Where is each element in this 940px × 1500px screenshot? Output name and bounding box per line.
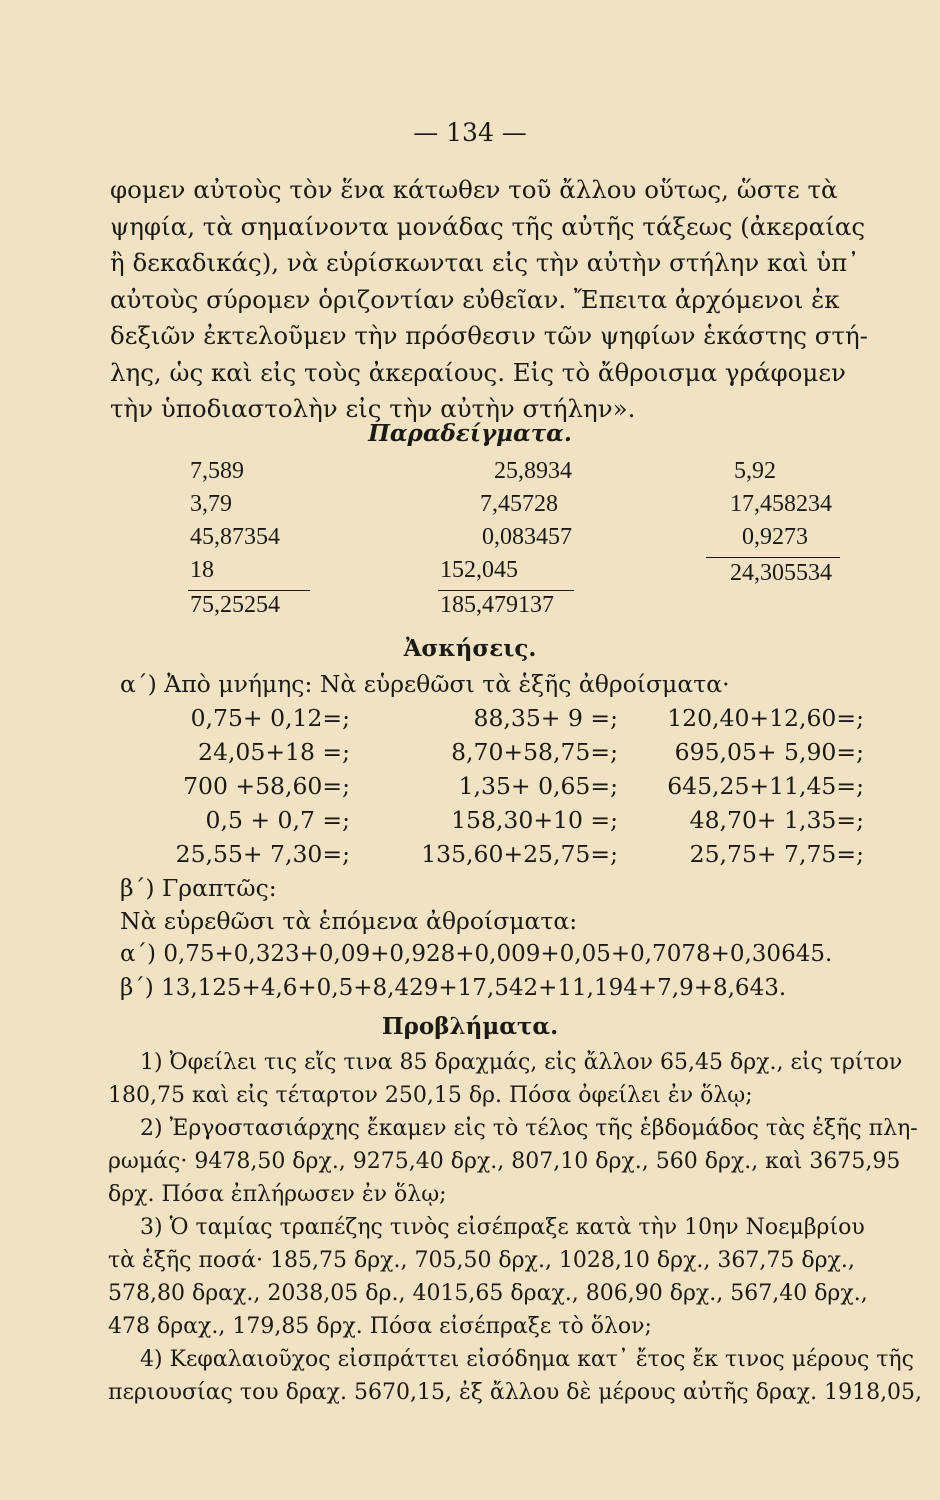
problem-line: τὰ ἑξῆς ποσά· 185,75 δρχ., 705,50 δρχ., 1028,10 δρχ., 367,75 δρχ., [108,1248,855,1273]
example-2-term: 0,083457 [482,524,572,550]
example-1-sum: 75,25254 [190,592,280,618]
exercise-item: 700 +58,60=; [183,772,350,800]
exercise-item: 158,30+10 =; [451,806,618,834]
exercise-item: 8,70+58,75=; [451,738,618,766]
exercise-item: 1,35+ 0,65=; [458,772,618,800]
example-1-term: 18 [190,557,214,583]
exercise-item: 695,05+ 5,90=; [674,738,864,766]
intro-line: αὐτοὺς σύρομεν ὁριζοντίαν εὐθεῖαν. Ἔπειτα ἀρχόμενοι ἐκ [110,284,840,314]
problem-line: 578,80 δραχ., 2038,05 δρ., 4015,65 δραχ., 806,90 δρχ., 567,40 δρχ., [108,1281,868,1306]
example-2-term: 25,8934 [494,458,572,484]
exercise-item: 88,35+ 9 =; [473,704,618,732]
intro-line: ἢ δεκαδικάς), νὰ εὑρίσκωνται εἰς τὴν αὐτὴν στήλην καὶ ὑπ᾽ [110,248,860,277]
example-2-sum-rule [438,590,574,591]
problem-line: 478 δραχ., 179,85 δρχ. Πόσα εἰσέπραξε τὸ ὅλον; [108,1314,652,1339]
problems-heading: Προβλήματα. [381,1013,559,1040]
exercise-item: 0,5 + 0,7 =; [205,806,350,834]
problem-line: 4) Κεφαλαιοῦχος εἰσπράττει εἰσόδημα κατ᾽ ἔτος ἔκ τινος μέρους τῆς [140,1347,914,1372]
intro-line: δεξιῶν ἐκτελοῦμεν τὴν πρόσθεσιν τῶν ψηφίων ἑκάστης στή- [110,321,868,350]
example-3-term: 5,92 [734,458,776,484]
examples-heading: Παραδείγματα. [368,420,572,447]
exercise-a-intro: α´) Ἀπὸ μνήμης: Νὰ εὑρεθῶσι τὰ ἑξῆς ἀθροίσματα· [120,670,730,698]
exercise-b-b: β´) 13,125+4,6+0,5+8,429+17,542+11,194+7,9+8,643. [120,975,787,1001]
example-3-term: 0,9273 [742,524,808,550]
example-3-term: 17,458234 [730,491,832,517]
exercise-b-a: α´) 0,75+0,323+0,09+0,928+0,009+0,05+0,7078+0,30645. [120,941,833,967]
exercise-item: 24,05+18 =; [198,738,350,766]
exercise-b-label: β´) Γραπτῶς: [120,874,277,902]
exercise-item: 135,60+25,75=; [421,840,618,868]
exercise-item: 25,75+ 7,75=; [689,840,864,868]
problem-line: ρωμάς· 9478,50 δρχ., 9275,40 δρχ., 807,10 δρχ., 560 δρχ., καὶ 3675,95 [108,1149,901,1174]
exercise-item: 25,55+ 7,30=; [175,840,350,868]
problem-line: 180,75 καὶ εἰς τέταρτον 250,15 δρ. Πόσα ὀφείλει ἐν ὅλῳ; [108,1083,753,1108]
exercise-item: 0,75+ 0,12=; [190,704,350,732]
exercises-heading: Ἀσκήσεις. [403,635,537,662]
example-2-sum: 185,479137 [440,592,554,618]
example-3-sum-rule [706,557,840,558]
page-number: — 134 — [413,118,527,147]
example-2-term: 152,045 [440,557,518,583]
intro-paragraph [110,172,920,428]
example-1-sum-rule [188,590,310,591]
example-2-term: 7,45728 [480,491,558,517]
exercise-item: 48,70+ 1,35=; [689,806,864,834]
example-1-term: 7,589 [190,458,244,484]
problem-line: περιουσίας του δραχ. 5670,15, ἐξ ἄλλου δὲ μέρους αὐτῆς δραχ. 1918,05, [108,1380,923,1405]
exercise-item: 120,40+12,60=; [667,704,864,732]
exercise-item: 645,25+11,45=; [667,772,864,800]
example-3-sum: 24,305534 [730,560,832,586]
example-1-term: 3,79 [190,491,232,517]
example-1-term: 45,87354 [190,524,280,550]
problem-line: δρχ. Πόσα ἐπλήρωσεν ἐν ὅλῳ; [108,1182,447,1207]
problem-line: 3) Ὁ ταμίας τραπέζης τινὸς εἰσέπραξε κατὰ τὴν 10ην Νοεμβρίου [140,1215,865,1240]
problem-line: 1) Ὀφείλει τις εἴς τινα 85 δραχμάς, εἰς ἄλλον 65,45 δρχ., εἰς τρίτον [140,1050,903,1075]
intro-line: ψηφία, τὰ σημαίνοντα μονάδας τῆς αὐτῆς τάξεως (ἀκεραίας [110,211,866,241]
exercise-b-intro: Νὰ εὑρεθῶσι τὰ ἑπόμενα ἀθροίσματα: [120,907,578,935]
intro-line: τὴν ὑποδιαστολὴν εἰς τὴν αὐτὴν στήλην». [110,394,636,423]
intro-line: λης, ὡς καὶ εἰς τοὺς ἀκεραίους. Εἰς τὸ ἄθροισμα γράφομεν [110,357,846,387]
intro-line: φομεν αὐτοὺς τὸν ἕνα κάτωθεν τοῦ ἄλλου οὕτως, ὥστε τὰ [110,175,838,204]
problem-line: 2) Ἐργοστασιάρχης ἔκαμεν εἰς τὸ τέλος τῆς ἑβδομάδος τὰς ἑξῆς πλη- [140,1116,918,1141]
